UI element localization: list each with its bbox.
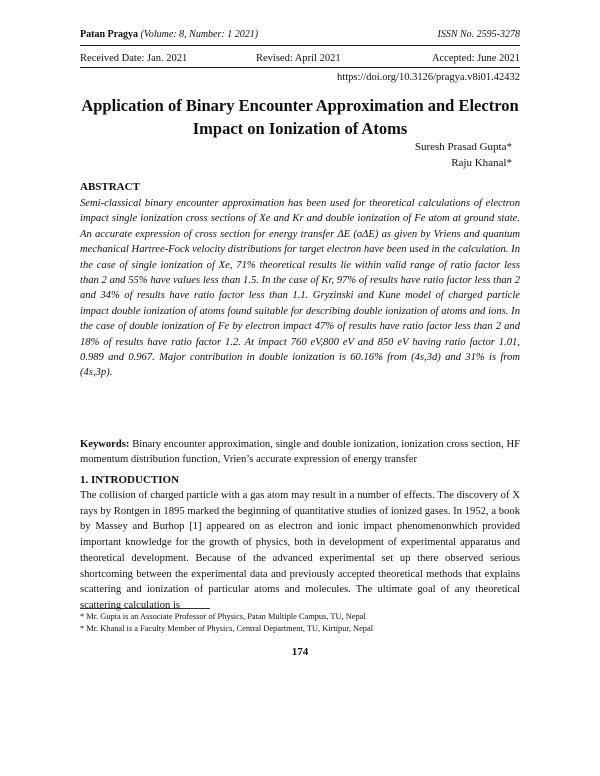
footnote-1: * Mr. Gupta is an Associate Professor of Physics, Patan Multiple Campus, TU, Nepal	[80, 612, 366, 621]
dates-rule	[80, 67, 520, 68]
revised-date: Revised: April 2021	[256, 53, 341, 64]
journal-name: Patan Pragya	[80, 29, 139, 40]
journal-header	[80, 29, 520, 40]
header-rule	[80, 45, 520, 46]
keywords	[80, 437, 520, 468]
introduction-text: The collision of charged particle with a gas atom may result in a number of effects. The discovery of X rays by Rontgen in 1895 marked the beginning of quantitative studies of ionized gases. In 1952, a book by Massey and Burhop [1] appeared on as electron and ionic impact phenomenonwhich provided important knowledge for the growth of physics, both in development of experimental apparatus and theoretical development. Because of the advanced experimental set up there observed serious shortcoming between the experimental data and previously accepted theoretical methods that explains scattering and ionization of particular atoms and molecules. The ultimate goal of any theoretical scattering calculation is	[80, 490, 520, 611]
author-1: Suresh Prasad Gupta*	[414, 141, 512, 153]
accepted-date: Accepted: June 2021	[431, 53, 520, 64]
section-heading-introduction: 1. INTRODUCTION	[80, 474, 180, 486]
journal-volume: (Volume: 8, Number: 1 2021)	[140, 29, 259, 40]
author-2: Raju Khanal*	[451, 157, 512, 169]
keywords-text: Binary encounter approximation, single and double ionization, ionization cross section, HF momentum distribution function, Vrien’s accurate expression of energy transfer	[80, 439, 520, 466]
keywords-label: Keywords:	[80, 439, 130, 450]
footnote-2: * Mr. Khanal is a Faculty Member of Physics, Central Department, TU, Kirtipur, Nepal	[80, 624, 374, 633]
page-number: 174	[291, 646, 309, 658]
footnote-rule	[80, 608, 210, 609]
abstract-text: Semi-classical binary encounter approximation has been used for theoretical calculations of electron impact single ionization cross sections of Xe and Kr and double ionization of Fe atom at ground state. An accurate expression of cross section for energy transfer ΔE (σΔE) as given by Vriens and quantum mechanical Hartree-Fock velocity distributions for target electron have been used in the calculation. In the case of single ionization of Xe, 71% theoretical results lie within valid range of ratio factor less than 2 and 55% have values less than 1.5. In the case of Kr, 97% of results have ratio factor less than 2 and 34% of results have ratio factor less than 1.1. Gryzinski and Kune model of charged particle impact double ionization of atoms found suitable for describing double ionization of atoms and ions. In the case of double ionization of Fe by electron impact 47% of results have ratio factor less than 2 and 18% of results have ratio factor 1.2. At impact 760 eV,800 eV and 850 eV having ratio factor 1.01, 0.989 and 0.967. Major contribution in double ionization is 60.16% from (4s,3d) and 31% is from (4s,3p).	[80, 198, 520, 379]
issn: ISSN No. 2595-3278	[437, 29, 520, 40]
abstract-heading: ABSTRACT	[80, 181, 140, 193]
paper-title: Application of Binary Encounter Approximation and Electron Impact on Ionization of Atoms	[81, 96, 519, 138]
doi-link[interactable]: https://doi.org/10.3126/pragya.v8i01.42432	[337, 72, 520, 83]
received-date: Received Date: Jan. 2021	[80, 53, 188, 64]
